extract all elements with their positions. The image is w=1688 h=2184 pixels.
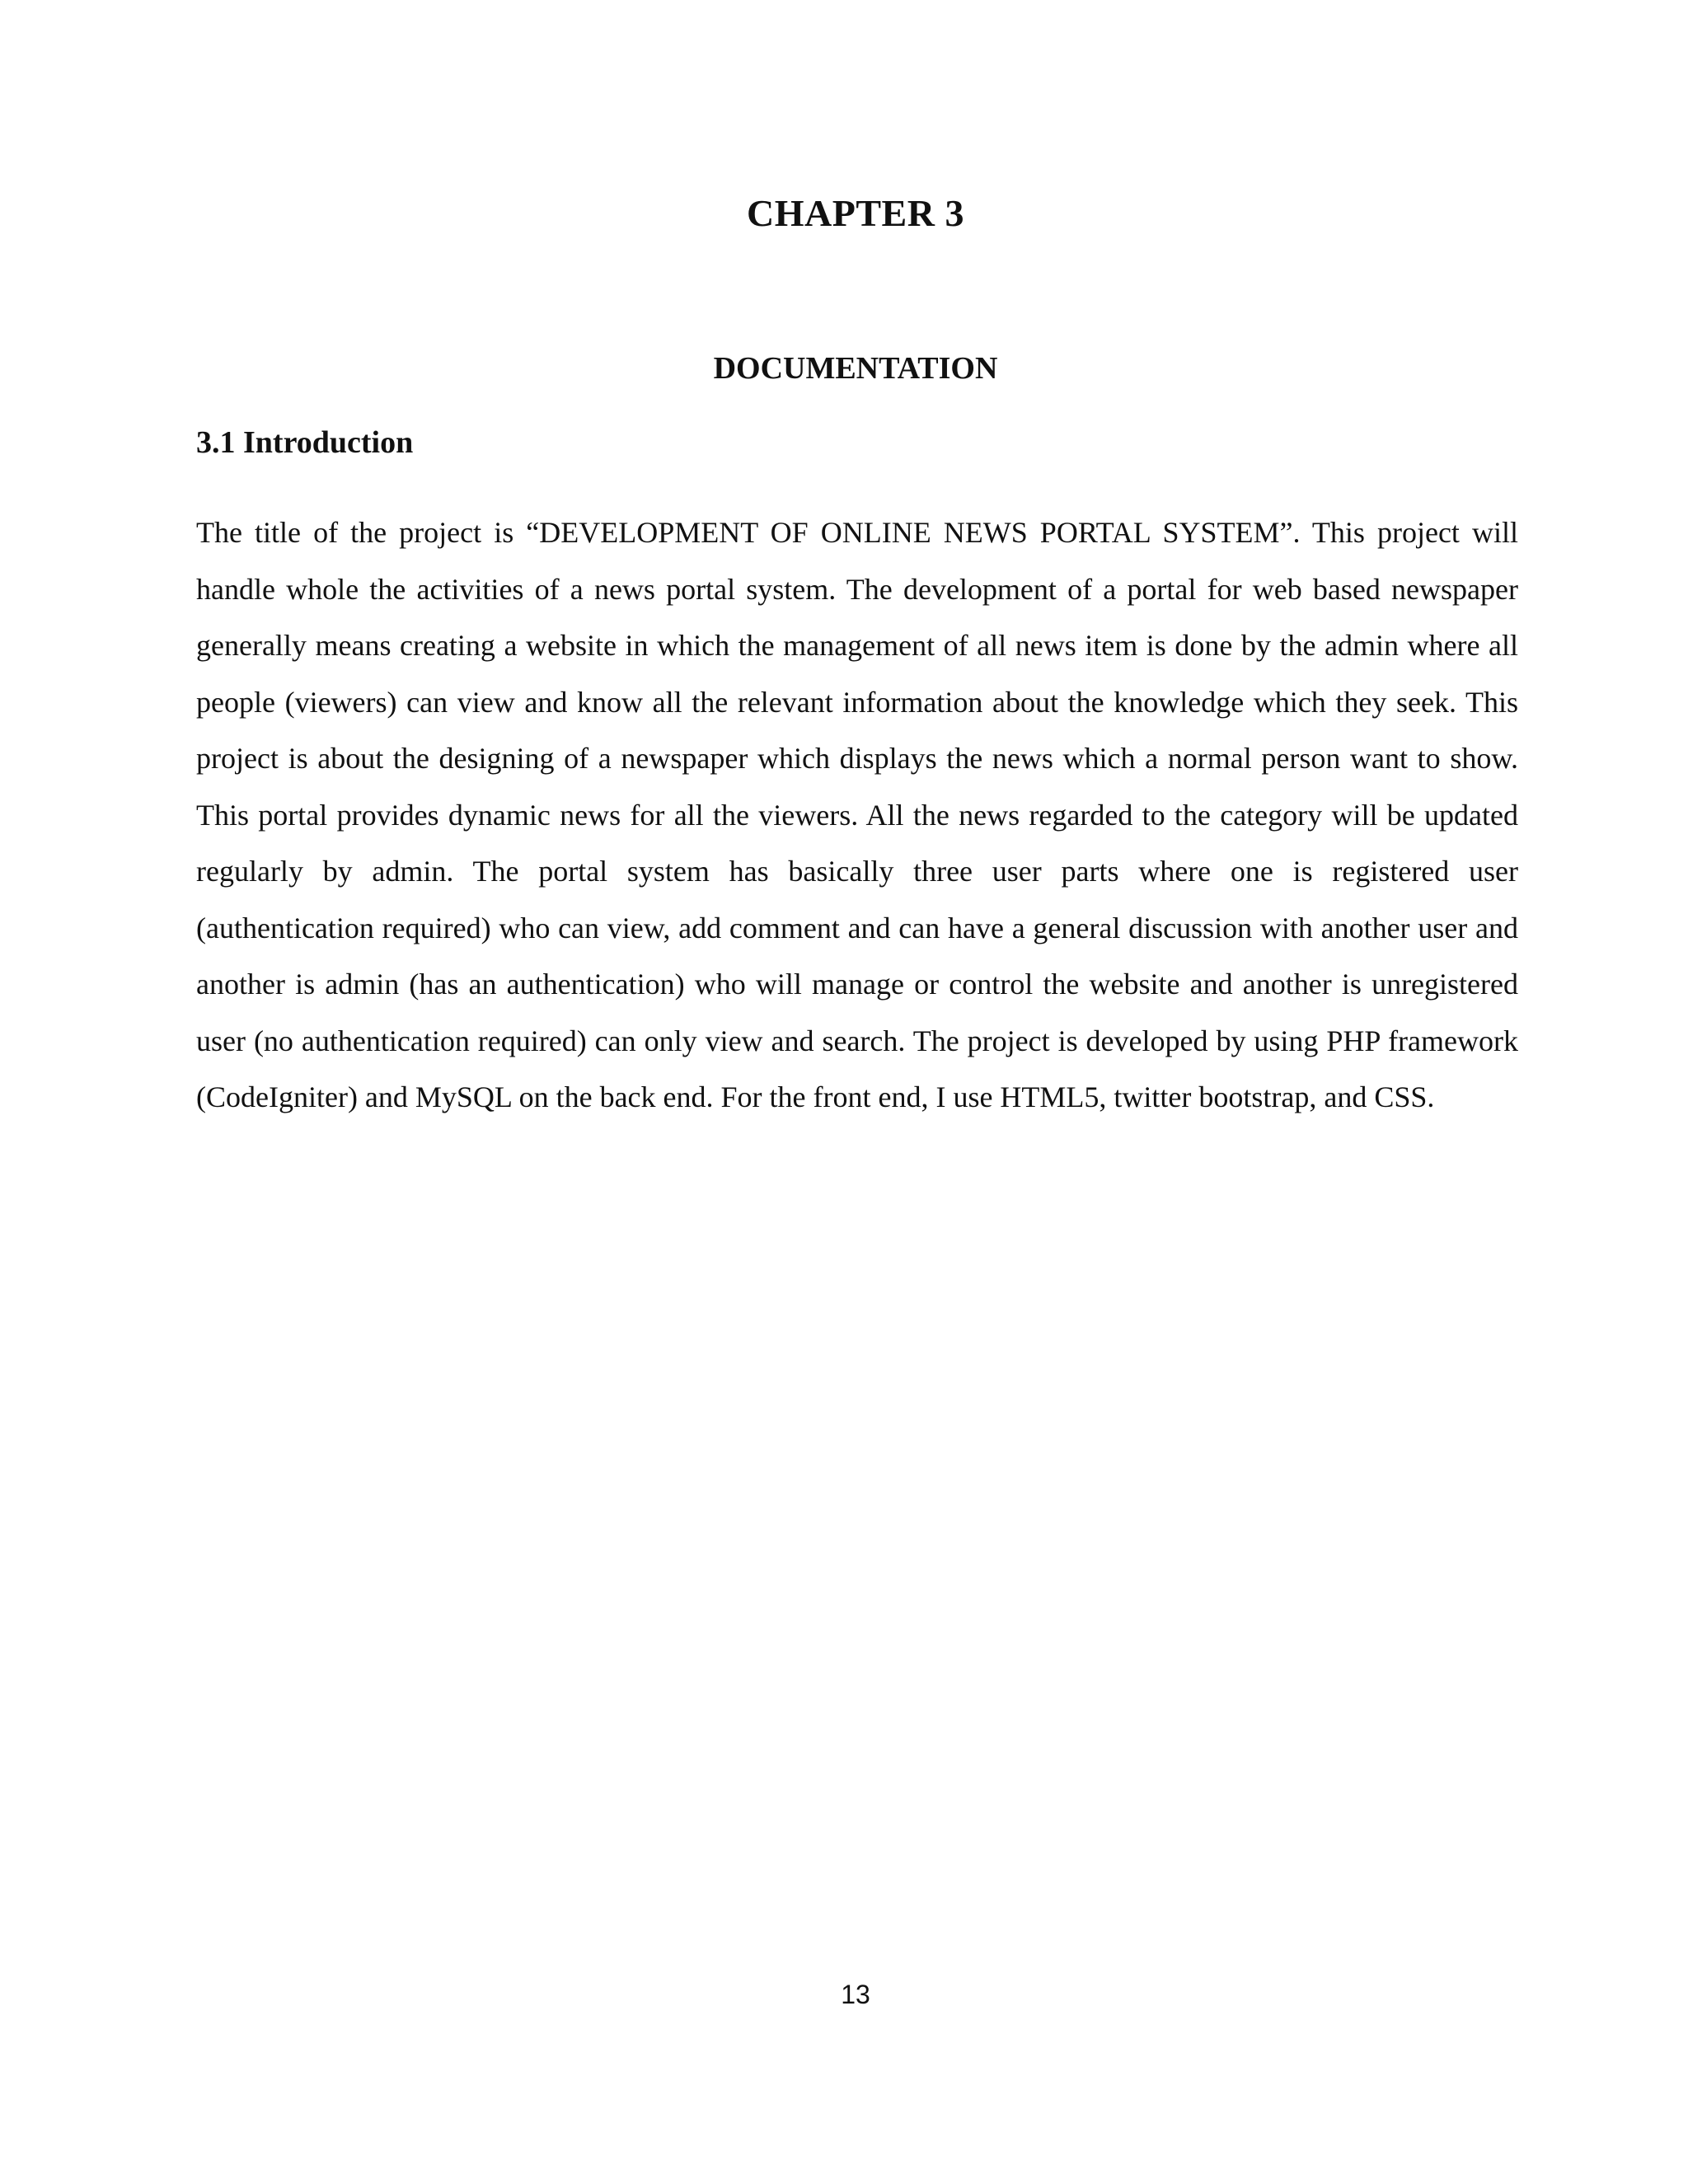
chapter-title: DOCUMENTATION <box>713 351 998 386</box>
introduction-paragraph: The title of the project is “DEVELOPMENT OF ONLINE NEWS PORTAL SYSTEM”. This project will handle whole the activities of a news portal system. The development of a portal for web based newspaper generally means creating a website in which the management of all news item is done by the admin where all people (viewers) can view and know all the relevant information about the knowledge which they seek. This project is about the designing of a newspaper which displays the news which a normal person want to show. This portal provides dynamic news for all the viewers. All the news regarded to the category will be updated regularly by admin. The portal system has basically three user parts where one is registered user (authentication required) who can view, add comment and can have a general discussion with another user and another is admin (has an authentication) who will manage or control the website and another is unregistered user (no authentication required) can only view and search. The project is developed by using PHP framework (CodeIgniter) and MySQL on the back end. For the front end, I use HTML5, twitter bootstrap, and CSS. <box>196 516 1518 1113</box>
page-number: 13 <box>841 1980 870 2009</box>
chapter-number: CHAPTER 3 <box>747 192 964 234</box>
section-heading: 3.1 Introduction <box>196 425 414 460</box>
